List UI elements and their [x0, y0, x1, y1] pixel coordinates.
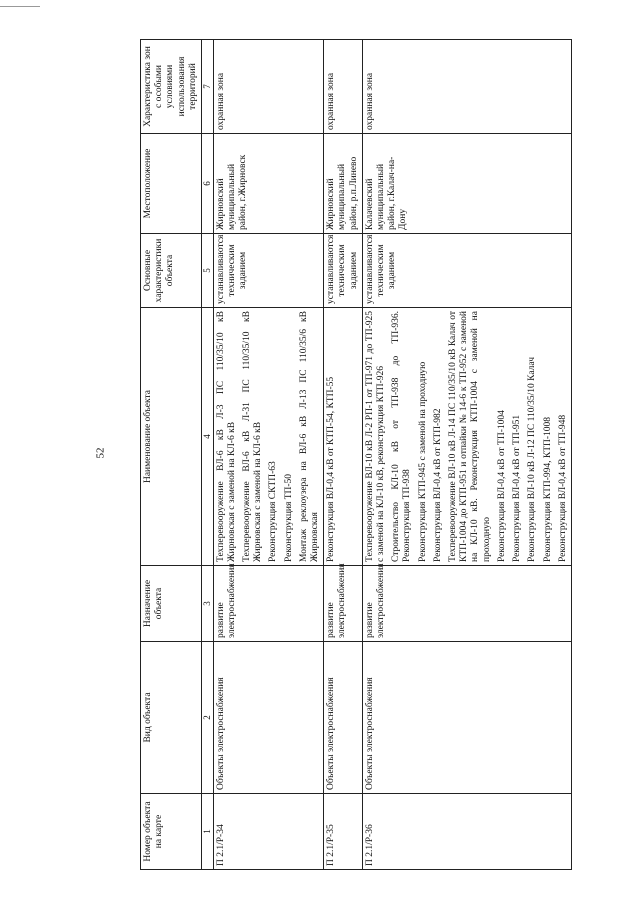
object-names	[213, 308, 324, 566]
object-name-item: Реконструкция ВЛ-0,4 кВ от ТП-951	[512, 414, 523, 562]
object-location: Жирновский муниципальный район, г.Жирновск	[213, 134, 324, 234]
page-number-container	[80, 0, 120, 905]
object-purpose: развитие электроснабжения	[324, 566, 363, 642]
object-name-item: Техперевооружение ВЛ-6 кВ Л-31 ПС 110/35/10 кВ Жирновская с заменой на КЛ-6 кВ	[242, 311, 264, 562]
object-kind: Объекты электроснабжения	[362, 642, 571, 794]
objects-table	[140, 39, 572, 870]
object-number: П 2.1/Р-36	[362, 794, 571, 870]
object-name-item: Строительство КЛ-10 кВ от ТП-938 до ТП-936. Реконструкция ТП-938	[391, 311, 413, 562]
object-name-item: Реконструкция ВЛ-0,4 кВ от ТП-948	[557, 414, 568, 562]
object-kind: Объекты электроснабжения	[213, 642, 324, 794]
object-characteristics: устанавливаются техническим заданием	[324, 234, 363, 308]
object-name-item: Реконструкция СКТП-63	[268, 461, 279, 562]
table-header-row	[141, 40, 202, 870]
table-row	[324, 40, 363, 870]
column-number: 3	[202, 566, 214, 642]
rotated-table-container	[140, 40, 640, 870]
header-kind: Вид объекта	[141, 642, 202, 794]
column-number-row	[202, 40, 214, 870]
table-row	[362, 40, 571, 870]
object-name-item: Монтаж реклоузера на ВЛ-6 кВ Л-13 ПС 110/35/6 кВ Жирновская	[298, 311, 321, 562]
object-name-item: Реконструкция КТП-945 с заменой на проходную	[417, 361, 428, 562]
scan-corner-mark	[0, 0, 40, 7]
column-number: 7	[202, 40, 214, 134]
object-name-item: Реконструкция ВЛ-0,4 кВ от КТП-54, КТП-55	[326, 376, 337, 562]
object-kind: Объекты электроснабжения	[324, 642, 363, 794]
object-location: Жирновский муниципальный район, р.п.Линево	[324, 134, 363, 234]
object-name-item: Техперевооружение ВЛ-10 кВ Л-2 РП-1 от ТП-971 до ТП-925 с заменой на КЛ-10 кВ, реконструкция КТП-926	[364, 311, 387, 562]
object-number: П 2.1/Р-34	[213, 794, 324, 870]
object-names	[362, 308, 571, 566]
object-location: Калачевский муниципальный район, г.Калач-на-Дону	[362, 134, 571, 234]
object-name-item: Техперевооружение ВЛ-10 кВ Л-14 ПС 110/35/10 кВ Калач от КТП-1004 до КТП-951 и отпайки № 14-6 к ТП-952 с заменой на КЛ-10 кВ. Реконструкция КТП-1004 с заменой на проходную	[448, 311, 492, 562]
object-name-item: Реконструкция ВЛ-10 кВ Л-12 ПС 110/35/10 Калач	[527, 357, 538, 562]
object-purpose: развитие электроснабжения	[213, 566, 324, 642]
header-purpose: Назначение объекта	[141, 566, 202, 642]
object-name-item: Реконструкция ТП-50	[283, 473, 294, 562]
column-number: 2	[202, 642, 214, 794]
header-characteristics: Основные характеристики объекта	[141, 234, 202, 308]
table-row	[213, 40, 324, 870]
column-number: 6	[202, 134, 214, 234]
object-characteristics: устанавливаются техническим заданием	[213, 234, 324, 308]
header-location: Местоположение	[141, 134, 202, 234]
object-name-item: Техперевооружение ВЛ-6 кВ Л-3 ПС 110/35/10 кВ Жирновская с заменой на КЛ-6 кВ	[215, 311, 237, 562]
object-name-item: Реконструкция КТП-994, КТП-1008	[542, 416, 553, 562]
object-number: П 2.1/Р-35	[324, 794, 363, 870]
page-number: 52	[94, 447, 106, 458]
object-name-item: Реконструкция ВЛ-0,4 кВ от КТП-982	[432, 408, 443, 562]
object-name-item: Реконструкция ВЛ-0,4 кВ от ТП-1004	[496, 410, 507, 562]
header-name: Наименование объекта	[141, 308, 202, 566]
header-number: Номер объекта на карте	[141, 794, 202, 870]
object-zones: охранная зона	[213, 40, 324, 134]
column-number: 5	[202, 234, 214, 308]
column-number: 1	[202, 794, 214, 870]
object-names	[324, 308, 363, 566]
object-purpose: развитие электроснабжения	[362, 566, 571, 642]
column-number: 4	[202, 308, 214, 566]
object-zones: охранная зона	[324, 40, 363, 134]
header-zones: Характеристика зон с особыми условиями использования территорий	[141, 40, 202, 134]
object-zones: охранная зона	[362, 40, 571, 134]
object-characteristics: устанавливаются техническим заданием	[362, 234, 571, 308]
